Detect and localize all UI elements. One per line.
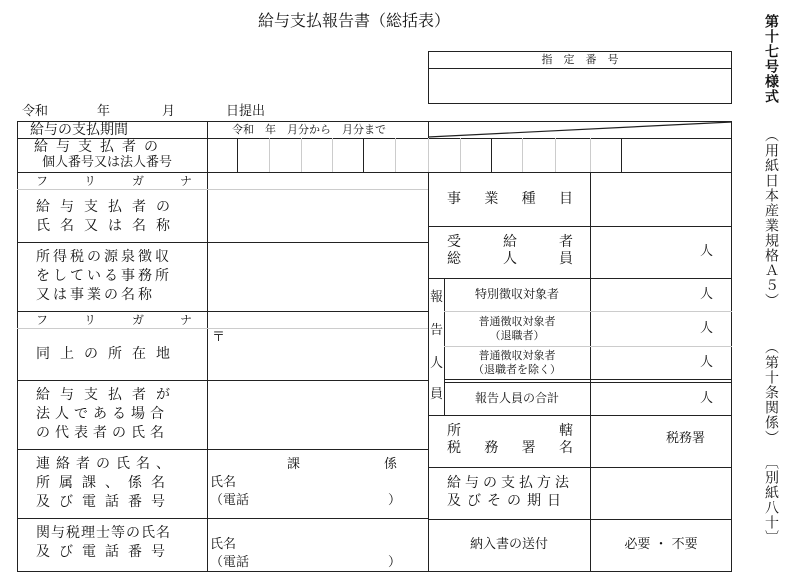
pay-period-label <box>30 122 198 138</box>
ordinary-other-unit: 人 <box>700 355 714 370</box>
payer-number-label-1: 給与支払者の <box>34 139 166 155</box>
article-label: （第十条関係） <box>763 340 779 445</box>
submission-year: 年 <box>97 104 111 119</box>
office-name-label-3: 又は事業の名称 <box>36 287 155 303</box>
address-field[interactable] <box>208 329 428 380</box>
payment-method-label-2: 及びその期日 <box>447 493 567 509</box>
office-name-label-2: をしている事務所 <box>36 268 172 284</box>
postal-mark: 〒 <box>212 330 226 345</box>
divider <box>428 415 732 416</box>
paper-size-label: （用紙日本産業規格Ａ５） <box>763 128 779 308</box>
contact-field[interactable] <box>208 450 428 518</box>
report-total-field[interactable] <box>591 384 731 415</box>
business-type-field[interactable] <box>591 173 731 226</box>
pay-period-label-text: 給与の支払期間 <box>30 122 128 138</box>
designation-number-header: 指 定 番 号 <box>541 53 619 66</box>
tax-office-field[interactable] <box>591 416 663 467</box>
ordinary-retired-unit: 人 <box>700 321 714 336</box>
payer-number-field[interactable] <box>208 139 621 172</box>
tax-accountant-label-2: 及び電話番号 <box>36 544 174 560</box>
ordinary-other-label-1: 普通徴収対象者 <box>478 349 556 362</box>
tax-office-suffix: 税務署 <box>666 431 706 446</box>
submission-day: 日提出 <box>226 104 266 119</box>
tax-office-label-2: 税 務 署 名 <box>447 440 573 456</box>
total-recipients-label-1: 受 給 者 <box>447 234 573 250</box>
tax-accountant-phone-close: ） <box>388 555 402 570</box>
contact-label-2: 所属課、係名 <box>36 475 174 491</box>
payer-number-label-2: 個人番号又は法人番号 <box>42 155 173 170</box>
ordinary-retired-label-2: （退職者） <box>489 329 545 342</box>
ordinary-other-field[interactable] <box>591 347 731 379</box>
representative-label-2: 法人である場合 <box>36 406 169 422</box>
payer-name-field[interactable] <box>208 190 428 242</box>
designation-number-field[interactable] <box>430 70 730 102</box>
submission-era: 令和 <box>22 104 49 119</box>
ordinary-other-label-2: （退職者を除く） <box>473 363 561 376</box>
payment-slip-label: 納入書の送付 <box>469 537 548 552</box>
tax-accountant-phone-open: （電話 <box>210 555 250 570</box>
furigana-field-2[interactable] <box>208 312 428 328</box>
tax-office-label-1: 所 轄 <box>447 423 573 439</box>
contact-label-3: 及び電話番号 <box>36 494 174 510</box>
office-name-label-1: 所得税の源泉徴収 <box>36 249 172 265</box>
representative-field[interactable] <box>208 381 428 449</box>
report-group-char-3: 人 <box>430 356 444 371</box>
tax-accountant-label-1: 関与税理士等の氏名 <box>36 525 171 541</box>
pay-period-value[interactable]: 令和 年 月分から 月分まで <box>232 123 386 136</box>
furigana-field-1[interactable] <box>208 173 428 189</box>
form-title: 給与支払報告書（総括表） <box>258 11 451 30</box>
divider <box>444 382 732 383</box>
office-name-field[interactable] <box>208 243 428 311</box>
payer-name-label-1: 給与支払者の <box>36 199 180 215</box>
contact-phone-close: ） <box>388 493 402 508</box>
appendix-label: 〔別紙八十〕 <box>763 455 779 545</box>
form-number-label: 第十七号様式 <box>763 14 779 104</box>
representative-label-3: の代表者の氏名 <box>36 425 169 441</box>
special-collection-field[interactable] <box>591 279 731 311</box>
tax-accountant-name-label: 氏名 <box>210 537 237 552</box>
report-total-unit: 人 <box>700 391 714 406</box>
total-recipients-field[interactable] <box>591 227 731 278</box>
furigana-label-1: フ リ ガ ナ <box>36 174 192 188</box>
total-recipients-unit: 人 <box>700 244 714 259</box>
report-group-char-4: 員 <box>430 387 444 402</box>
contact-phone-open: （電話 <box>210 493 250 508</box>
special-collection-unit: 人 <box>700 287 714 302</box>
tax-accountant-field[interactable] <box>208 519 428 572</box>
contact-name-label: 氏名 <box>210 475 237 490</box>
report-group-char-2: 告 <box>430 323 444 338</box>
payment-method-label-1: 給与の支払方法 <box>447 475 573 491</box>
report-group-char-1: 報 <box>430 290 444 305</box>
strike-line <box>428 121 732 138</box>
business-type-label: 事 業 種 目 <box>447 191 573 207</box>
ordinary-retired-field[interactable] <box>591 312 731 346</box>
digit-divider <box>621 138 622 172</box>
divider <box>428 172 429 572</box>
payer-name-label-2: 氏名又は名称 <box>36 218 180 234</box>
representative-label-1: 給与支払者が <box>36 387 180 403</box>
submission-month: 月 <box>162 104 176 119</box>
contact-dept-label: 課 <box>287 457 301 472</box>
payment-slip-options[interactable]: 必要 ・ 不要 <box>624 537 698 552</box>
total-recipients-label-2: 総 人 員 <box>447 251 573 267</box>
divider <box>428 68 732 69</box>
contact-label-1: 連絡者の氏名、 <box>36 456 176 472</box>
special-collection-label: 特別徴収対象者 <box>474 287 559 301</box>
divider <box>428 519 732 520</box>
address-label: 同上の所在地 <box>36 346 180 362</box>
report-total-label: 報告人員の合計 <box>474 391 559 405</box>
furigana-label-2: フ リ ガ ナ <box>36 313 192 327</box>
divider <box>444 379 732 380</box>
ordinary-retired-label-1: 普通徴収対象者 <box>478 315 556 328</box>
payment-method-field[interactable] <box>591 468 731 519</box>
contact-section-label: 係 <box>384 457 398 472</box>
